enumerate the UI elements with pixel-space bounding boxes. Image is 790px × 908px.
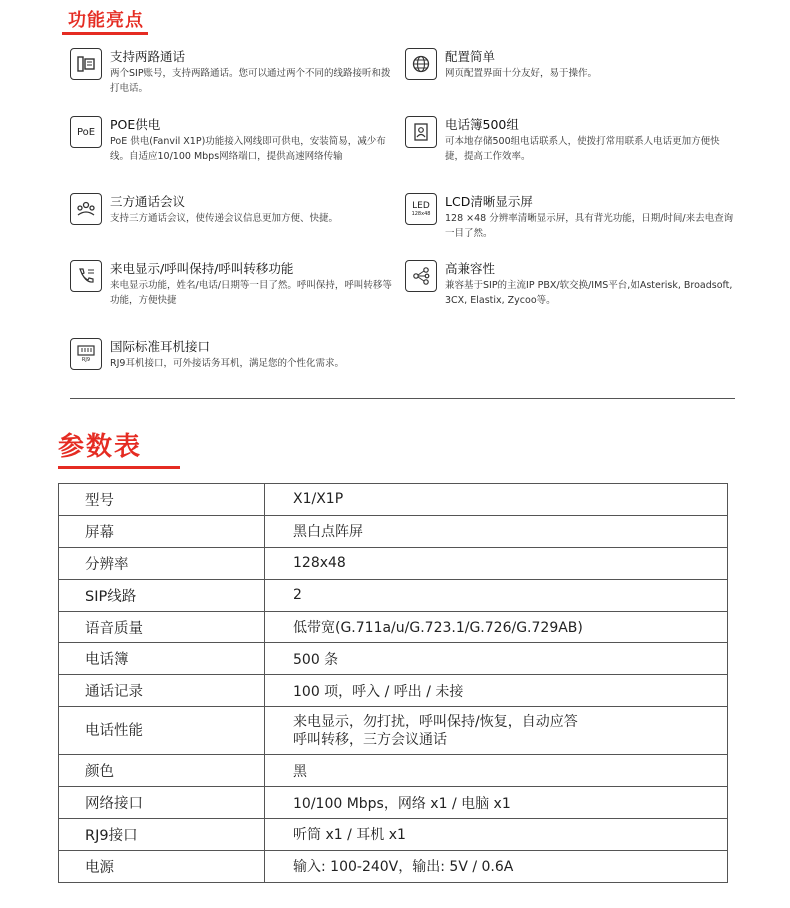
feature-desc: RJ9耳机接口，可外接话务耳机，满足您的个性化需求。 xyxy=(110,358,344,369)
spec-table xyxy=(58,483,728,883)
contact-book-icon xyxy=(405,116,437,148)
spec-key: 屏幕 xyxy=(59,515,265,547)
spec-key: 通话记录 xyxy=(59,675,265,707)
lcd-icon-subtext: 128x48 xyxy=(411,211,431,217)
table-row xyxy=(59,547,728,579)
feature-title: 国际标准耳机接口 xyxy=(110,339,211,354)
spec-key: 电话簿 xyxy=(59,643,265,675)
feature-desc: 可本地存储500组电话联系人，使拨打常用联系人电话更加方便快捷，提高工作效率。 xyxy=(445,136,720,162)
table-row xyxy=(59,819,728,851)
spec-value: 黑 xyxy=(265,755,728,787)
spec-value: 2 xyxy=(265,579,728,611)
feature-desc: PoE 供电(Fanvil X1P)功能接入网线即可供电，安装简易，减少布线。自适应10/100 Mbps网络端口，提供高速网络传输 xyxy=(110,136,386,162)
spec-key: 电话性能 xyxy=(59,707,265,755)
spec-key: 分辨率 xyxy=(59,547,265,579)
feature-title: 高兼容性 xyxy=(445,261,496,276)
conference-icon xyxy=(70,193,102,225)
spec-value: 500 条 xyxy=(265,643,728,675)
spec-value: 听筒 x1 / 耳机 x1 xyxy=(265,819,728,851)
spec-value: 黑白点阵屏 xyxy=(265,515,728,547)
globe-icon xyxy=(405,48,437,80)
feature-title: 电话簿500组 xyxy=(445,117,519,132)
section-divider xyxy=(70,398,735,399)
features-section-title xyxy=(68,6,144,32)
table-row xyxy=(59,675,728,707)
table-row xyxy=(59,643,728,675)
spec-title-text: 参数表 xyxy=(58,432,143,462)
table-row xyxy=(59,484,728,516)
spec-value-line: 来电显示，勿打扰，呼叫保持/恢复，自动应答 xyxy=(293,713,578,730)
spec-key: 型号 xyxy=(59,484,265,516)
poe-icon-text: PoE xyxy=(76,126,96,138)
feature-title: 来电显示/呼叫保持/呼叫转移功能 xyxy=(110,261,294,276)
spec-value-line: 呼叫转移，三方会议通话 xyxy=(293,731,447,748)
table-row xyxy=(59,611,728,643)
table-row xyxy=(59,850,728,882)
feature-title: 三方通话会议 xyxy=(110,194,186,209)
share-nodes-icon xyxy=(405,260,437,292)
rj9-port-icon xyxy=(70,338,102,370)
spec-key: SIP线路 xyxy=(59,579,265,611)
spec-key: 颜色 xyxy=(59,755,265,787)
poe-icon xyxy=(70,116,102,148)
spec-value-multiline xyxy=(265,707,728,755)
lcd-icon-text: LED xyxy=(412,201,430,211)
table-row xyxy=(59,755,728,787)
feature-title: LCD清晰显示屏 xyxy=(445,194,533,209)
spec-key: RJ9接口 xyxy=(59,819,265,851)
feature-title: 支持两路通话 xyxy=(110,49,186,64)
spec-value: 10/100 Mbps，网络 x1 / 电脑 x1 xyxy=(265,787,728,819)
features-title-underline xyxy=(62,32,148,35)
spec-key: 语音质量 xyxy=(59,611,265,643)
feature-title: 配置简单 xyxy=(445,49,496,64)
spec-title-underline xyxy=(58,466,180,469)
table-row xyxy=(59,787,728,819)
lcd-icon xyxy=(405,193,437,225)
spec-value: 128x48 xyxy=(265,547,728,579)
table-row xyxy=(59,515,728,547)
spec-value: 低带宽(G.711a/u/G.723.1/G.726/G.729AB) xyxy=(265,611,728,643)
feature-desc: 两个SIP账号，支持两路通话。您可以通过两个不同的线路接听和拨打电话。 xyxy=(110,68,391,94)
spec-section-title xyxy=(58,426,142,463)
rj9-icon-text: RJ9 xyxy=(81,357,91,363)
feature-desc: 兼容基于SIP的主流IP PBX/软交换/IMS平台,如Asterisk, Broadsoft, 3CX, Elastix, Zycoo等。 xyxy=(445,280,733,306)
table-row xyxy=(59,707,728,755)
feature-title: POE供电 xyxy=(110,117,161,132)
feature-desc: 来电显示功能，姓名/电话/日期等一目了然。呼叫保持，呼叫转移等功能，方便快捷 xyxy=(110,280,392,306)
features-title-text: 功能亮点 xyxy=(68,10,144,31)
feature-desc: 128 ×48 分辨率清晰显示屏，具有背光功能，日期/时间/来去电查询一目了然。 xyxy=(445,213,734,239)
feature-desc: 网页配置界面十分友好，易于操作。 xyxy=(445,68,598,79)
table-row xyxy=(59,579,728,611)
phone-lines-icon xyxy=(70,48,102,80)
spec-key: 电源 xyxy=(59,850,265,882)
call-settings-icon xyxy=(70,260,102,292)
spec-key: 网络接口 xyxy=(59,787,265,819)
spec-value: X1/X1P xyxy=(265,484,728,516)
feature-desc: 支持三方通话会议，使传递会议信息更加方便、快捷。 xyxy=(110,213,339,224)
spec-value: 100 项，呼入 / 呼出 / 未接 xyxy=(265,675,728,707)
spec-value: 输入: 100-240V，输出: 5V / 0.6A xyxy=(265,850,728,882)
